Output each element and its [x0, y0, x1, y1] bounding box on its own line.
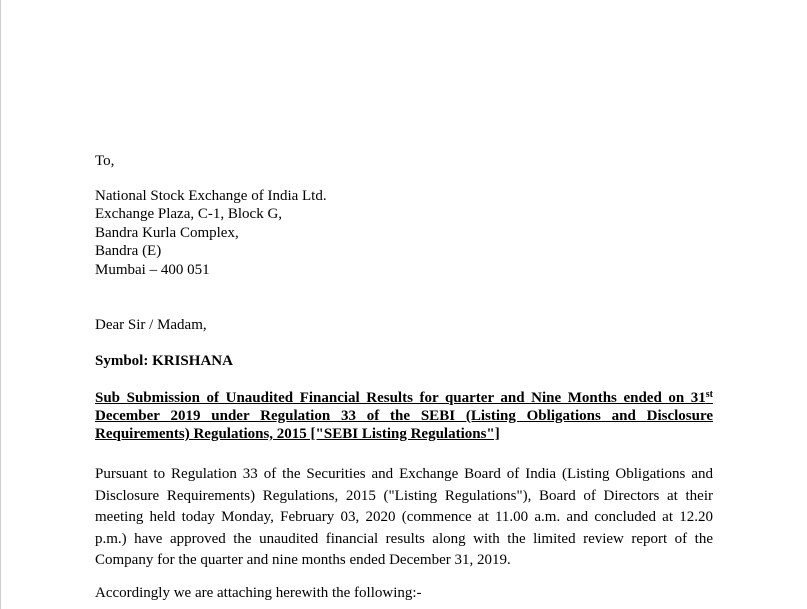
- page-left-edge: [0, 0, 1, 609]
- subject-text-continued: December 2019 under Regulation 33 of the SEBI (Listing Obligations and Disclosure Requirements) Regulations, 2015 ["SEBI Listing Regulations"]: [95, 408, 713, 442]
- address-line: National Stock Exchange of India Ltd.: [95, 188, 327, 204]
- address-line: Bandra (E): [95, 243, 162, 259]
- subject-prefix: Sub: [95, 390, 121, 406]
- subject-superscript: st: [705, 389, 713, 400]
- address-line: Mumbai – 400 051: [95, 262, 210, 278]
- salutation-to: To,: [95, 153, 115, 169]
- symbol-line: Symbol: KRISHANA: [95, 353, 233, 369]
- subject-text: Submission of Unaudited Financial Results for quarter and Nine Months ended on 31: [126, 390, 706, 406]
- address-line: Exchange Plaza, C-1, Block G,: [95, 206, 283, 222]
- body-paragraph: Pursuant to Regulation 33 of the Securities and Exchange Board of India (Listing Obligations and Disclosure Requirements) Regulations, 2015 ("Listing Regulations"), Board of Directors at their meeting held today Monday, February 03, 2020 (commence at 11.00 a.m. and concluded at 12.20 p.m.) have approved the unaudited financial results along with the limited review report of the Company for the quarter and nine months ended December 31, 2019.: [95, 466, 713, 568]
- subject-line: [95, 389, 713, 443]
- closing-line: Accordingly we are attaching herewith the following:-: [95, 585, 422, 601]
- address-line: Bandra Kurla Complex,: [95, 225, 239, 241]
- greeting: Dear Sir / Madam,: [95, 317, 207, 333]
